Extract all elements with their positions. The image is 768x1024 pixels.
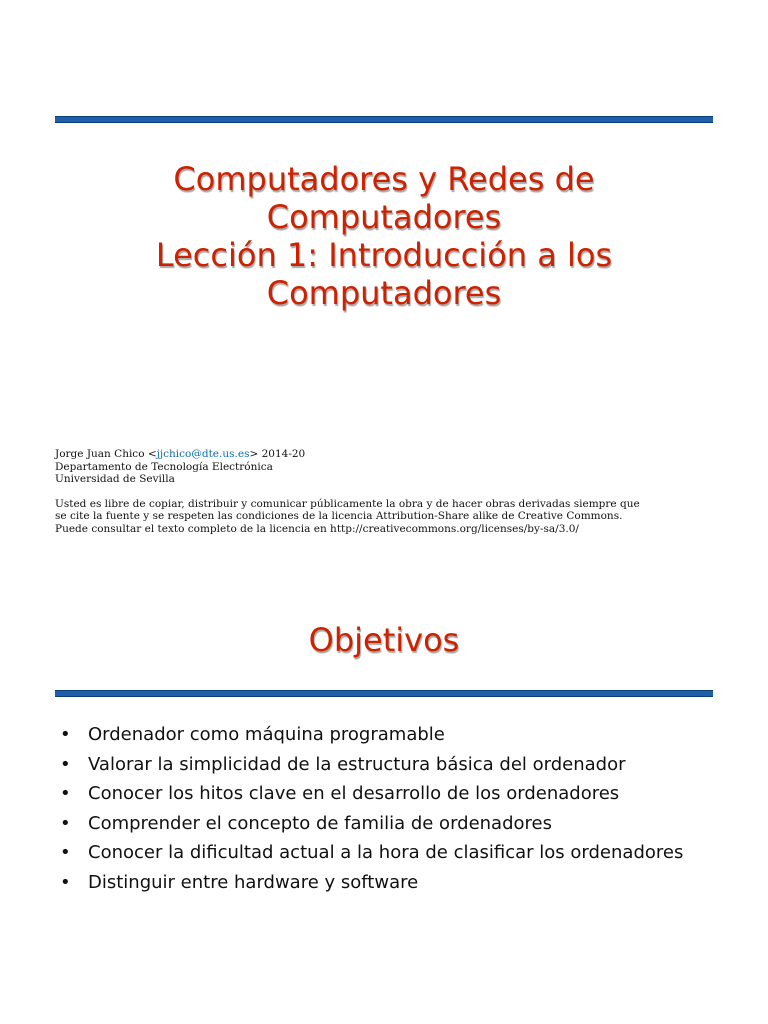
list-item: [60, 842, 720, 864]
bullet-icon: •: [60, 871, 71, 893]
list-item-text: Valorar la simplicidad de la estructura básica del ordenador: [88, 753, 626, 775]
license-line-2: se cite la fuente y se respeten las condiciones de la licencia Attribution-Share alike de Creative Commons.: [55, 510, 623, 522]
title-line-3: Lección 1: Introducción a los: [155, 236, 613, 274]
title-line-2: Computadores: [266, 198, 502, 236]
objectives-title: Objetivos: [308, 621, 460, 659]
author-email-link[interactable]: jjchico@dte.us.es: [156, 448, 250, 460]
list-item-text: Conocer los hitos clave en el desarrollo de los ordenadores: [88, 783, 620, 804]
list-item: [60, 813, 720, 835]
spacer: [55, 486, 695, 498]
list-item: [60, 754, 720, 776]
list-item-text: Conocer la dificultad actual a la hora de clasificar los ordenadores: [88, 842, 684, 863]
objectives-divider-bar: [55, 690, 713, 697]
author-suffix: > 2014-20: [249, 448, 306, 460]
list-item-text: Comprender el concepto de familia de ordenadores: [88, 812, 552, 834]
university-line: Universidad de Sevilla: [55, 473, 175, 485]
credits-block: [55, 448, 695, 535]
author-line: [55, 448, 695, 461]
department-line: Departamento de Tecnología Electrónica: [55, 460, 273, 473]
title-line-4: Computadores: [266, 274, 502, 312]
bullet-icon: •: [60, 812, 71, 834]
bullet-icon: •: [60, 842, 71, 863]
list-item: [60, 783, 720, 805]
author-prefix: Jorge Juan Chico <: [55, 448, 157, 460]
objectives-list: [60, 724, 720, 901]
bullet-icon: •: [60, 724, 71, 745]
top-divider-bar: [55, 116, 713, 123]
license-line-3: Puede consultar el texto completo de la licencia en http://creativecommons.org/licenses/by-sa/3.0/: [55, 522, 579, 535]
list-item-text: Distinguir entre hardware y software: [88, 871, 419, 893]
list-item-text: Ordenador como máquina programable: [88, 724, 445, 745]
bullet-icon: •: [60, 783, 71, 804]
list-item: [60, 724, 720, 746]
list-item: [60, 872, 720, 894]
license-line-1: Usted es libre de copiar, distribuir y comunicar públicamente la obra y de hacer obras derivadas siempre que: [55, 497, 640, 510]
slide-title: [55, 160, 713, 312]
bullet-icon: •: [60, 753, 71, 775]
title-line-1: Computadores y Redes de: [173, 160, 595, 198]
